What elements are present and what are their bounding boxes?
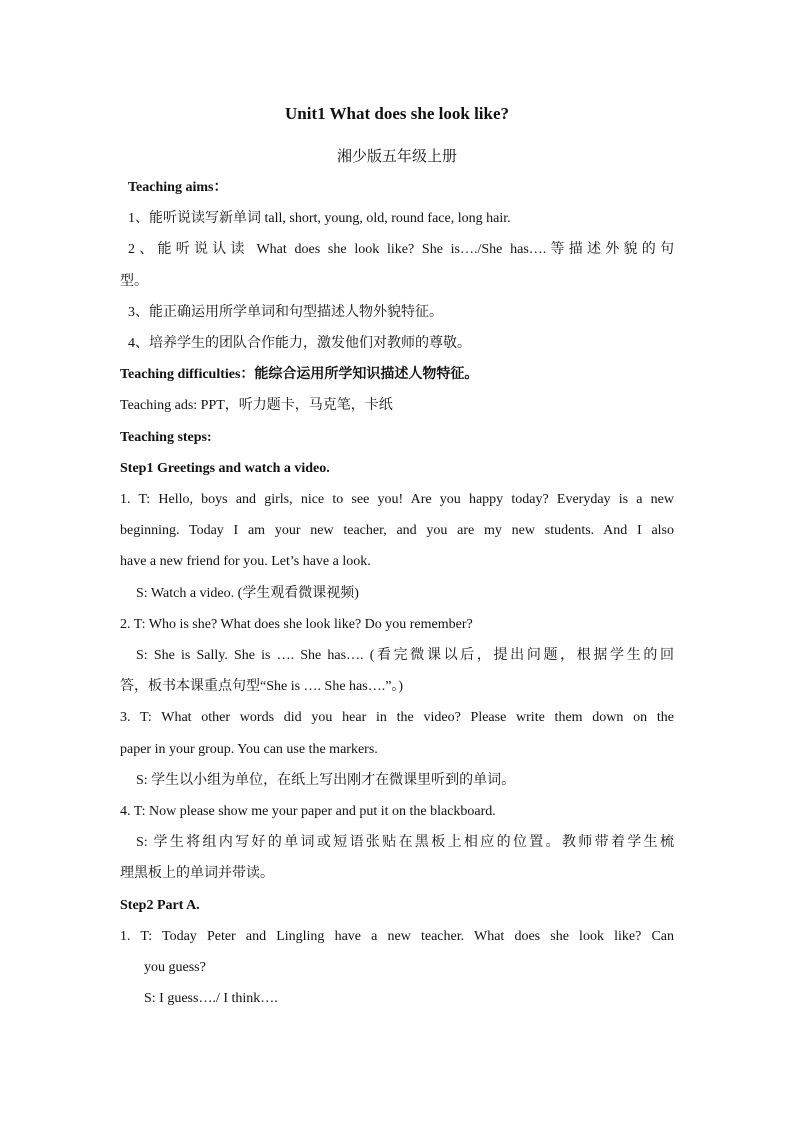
aim-2: 2、能听说认读 What does she look like? She is…./She has….等描述外貌的句 [128, 242, 674, 258]
step1-item3-student: S: 学生以小组为单位，在纸上写出刚才在微课里听到的单词。 [136, 772, 516, 788]
step1-item3: 3. T: What other words did you hear in the video? Please write them down on the [120, 710, 674, 726]
step1-item2-student: S: She is Sally. She is …. She has…. (看完微课以后，提出问题，根据学生的回 [136, 648, 674, 664]
teaching-aims-heading: Teaching aims： [128, 180, 228, 195]
step1-item1-continued: beginning. Today I am your new teacher, and you are my new students. And I also [120, 523, 674, 539]
step1-item4-student: S: 学生将组内写好的单词或短语张贴在黑板上相应的位置。教师带着学生梳 [136, 835, 674, 851]
step2-item1-continued: you guess? [144, 960, 206, 976]
document-subtitle: 湘少版五年级上册 [336, 149, 457, 165]
aim-1: 1、能听说读写新单词 tall, short, young, old, round face, long hair. [128, 211, 511, 227]
step2-heading: Step2 Part A. [120, 897, 200, 913]
step1-heading: Step1 Greetings and watch a video. [120, 460, 330, 476]
step1-item1: 1. T: Hello, boys and girls, nice to see you! Are you happy today? Everyday is a new [120, 492, 674, 508]
step1-item1-end: have a new friend for you. Let’s have a look. [120, 554, 371, 570]
step1-item1-student: S: Watch a video. (学生观看微课视频) [136, 585, 359, 601]
step1-item3-continued: paper in your group. You can use the markers. [120, 741, 378, 757]
aim-3: 3、能正确运用所学单词和句型描述人物外貌特征。 [128, 304, 443, 320]
teaching-steps-heading: Teaching steps: [120, 429, 212, 445]
step1-item2: 2. T: Who is she? What does she look like? Do you remember? [120, 616, 473, 632]
step1-item2-student-continued: 答，板书本课重点句型“She is …. She has….”。) [120, 679, 404, 695]
document-body [120, 172, 674, 1014]
step1-item4-student-continued: 理黑板上的单词并带读。 [120, 866, 274, 882]
teaching-ads: Teaching ads: PPT，听力题卡，马克笔，卡纸 [120, 398, 393, 414]
aim-4: 4、培养学生的团队合作能力，激发他们对教师的尊敬。 [128, 336, 471, 352]
aim-2-continued: 型。 [120, 273, 148, 289]
teaching-difficulties: Teaching difficulties：能综合运用所学知识描述人物特征。 [120, 367, 479, 383]
step2-item1-student: S: I guess…./ I think…. [144, 991, 278, 1007]
step2-item1: 1. T: Today Peter and Lingling have a new teacher. What does she look like? Can [120, 928, 674, 944]
document-title: Unit1 What does she look like? [284, 104, 510, 123]
step1-item4: 4. T: Now please show me your paper and put it on the blackboard. [120, 804, 496, 820]
